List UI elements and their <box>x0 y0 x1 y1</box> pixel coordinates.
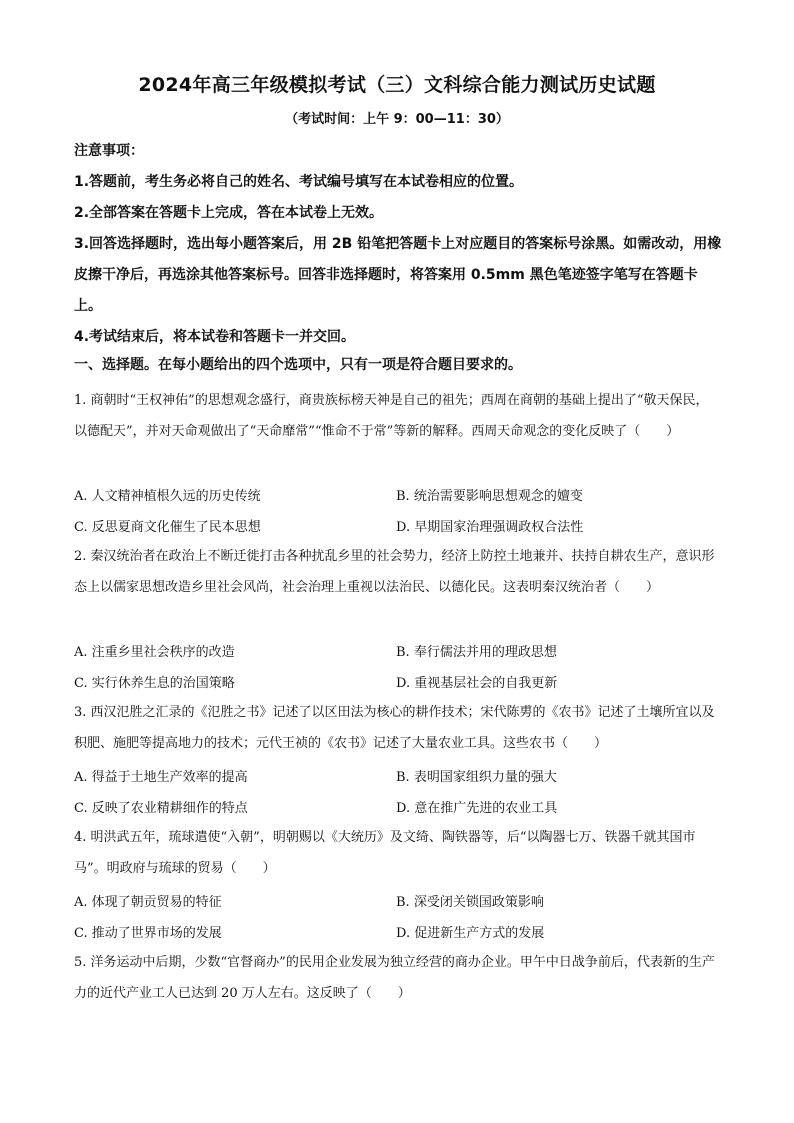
question-stem: 1. 商朝时“王权神佑”的思想观念盛行，商贵族标榜天神是自己的祖先；西周在商朝的基础上提出了“敬天保民，以德配天”，并对天命观做出了“天命靡常”“惟命不于常”等新的解释。西周天命观念的变化反映了（ ） <box>74 393 709 439</box>
notice-item-2: 2.全部答案在答题卡上完成，答在本试卷上无效。 <box>74 205 384 221</box>
notice-item-4: 4.考试结束后，将本试卷和答题卡一并交回。 <box>74 329 356 345</box>
option-c: C. 推动了世界市场的发展 <box>74 926 222 941</box>
exam-title: 2024年高三年级模拟考试（三）文科综合能力测试历史试题 <box>138 74 656 96</box>
option-a: A. 注重乡里社会秩序的改造 <box>74 645 235 660</box>
option-a: A. 得益于土地生产效率的提高 <box>74 770 248 785</box>
question-5 <box>74 947 720 1009</box>
option-a: A. 人文精神植根久远的历史传统 <box>74 489 261 504</box>
question-3 <box>74 697 720 759</box>
option-d: D. 意在推广先进的农业工具 <box>396 801 558 816</box>
notices-block <box>74 136 724 353</box>
exam-time: （考试时间：上午 9：00—11：30） <box>285 112 509 127</box>
question-4 <box>74 822 720 884</box>
option-d: D. 重视基层社会的自我更新 <box>396 676 558 691</box>
option-b: B. 统治需要影响思想观念的嬗变 <box>396 489 583 504</box>
option-d: D. 促进新生产方式的发展 <box>396 926 545 941</box>
notices-heading: 注意事项： <box>74 143 144 159</box>
question-stem: 4. 明洪武五年，琉球遣使“入朝”，明朝赐以《大统历》及文绮、陶铁器等，后“以陶器七万、铁器千就其国市马”。明政府与琉球的贸易（ ） <box>74 830 696 876</box>
question-stem: 2. 秦汉统治者在政治上不断迁徙打击各种扰乱乡里的社会势力，经济上防控土地兼并、扶持自耕农生产，意识形态上以儒家思想改造乡里社会风尚，社会治理上重视以法治民、以德化民。这表明秦汉统治者（ ） <box>74 549 715 595</box>
question-stem: 5. 洋务运动中后期，少数“官督商办”的民用企业发展为独立经营的商办企业。甲午中日战争前后，代表新的生产力的近代产业工人已达到 20 万人左右。这反映了（ ） <box>74 955 715 1001</box>
option-b: B. 表明国家组织力量的强大 <box>396 770 557 785</box>
option-a: A. 体现了朝贡贸易的特征 <box>74 895 222 910</box>
notice-item-1: 1.答题前，考生务必将自己的姓名、考试编号填写在本试卷相应的位置。 <box>74 174 524 190</box>
section-heading: 一、选择题。在每小题给出的四个选项中，只有一项是符合题目要求的。 <box>74 357 522 373</box>
option-c: C. 实行休养生息的治国策略 <box>74 676 235 691</box>
question-stem: 3. 西汉氾胜之汇录的《氾胜之书》记述了以区田法为核心的耕作技术；宋代陈旉的《农书》记述了土壤所宜以及积肥、施肥等提高地力的技术；元代王祯的《农书》记述了大量农业工具。这些农书（ ） <box>74 705 715 751</box>
option-c: C. 反思夏商文化催生了民本思想 <box>74 520 261 535</box>
notice-item-3: 3.回答选择题时，选出每小题答案后，用 2B 铅笔把答题卡上对应题目的答案标号涂黑。如需改动，用橡皮擦干净后，再选涂其他答案标号。回答非选择题时，将答案用 0.5mm 黑色笔迹签字笔写在答题卡上。 <box>74 236 722 314</box>
question-1 <box>74 385 720 447</box>
option-c: C. 反映了农业精耕细作的特点 <box>74 801 248 816</box>
option-b: B. 深受闭关锁国政策影响 <box>396 895 544 910</box>
option-b: B. 奉行儒法并用的理政思想 <box>396 645 557 660</box>
question-2 <box>74 541 720 603</box>
option-d: D. 早期国家治理强调政权合法性 <box>396 520 584 535</box>
